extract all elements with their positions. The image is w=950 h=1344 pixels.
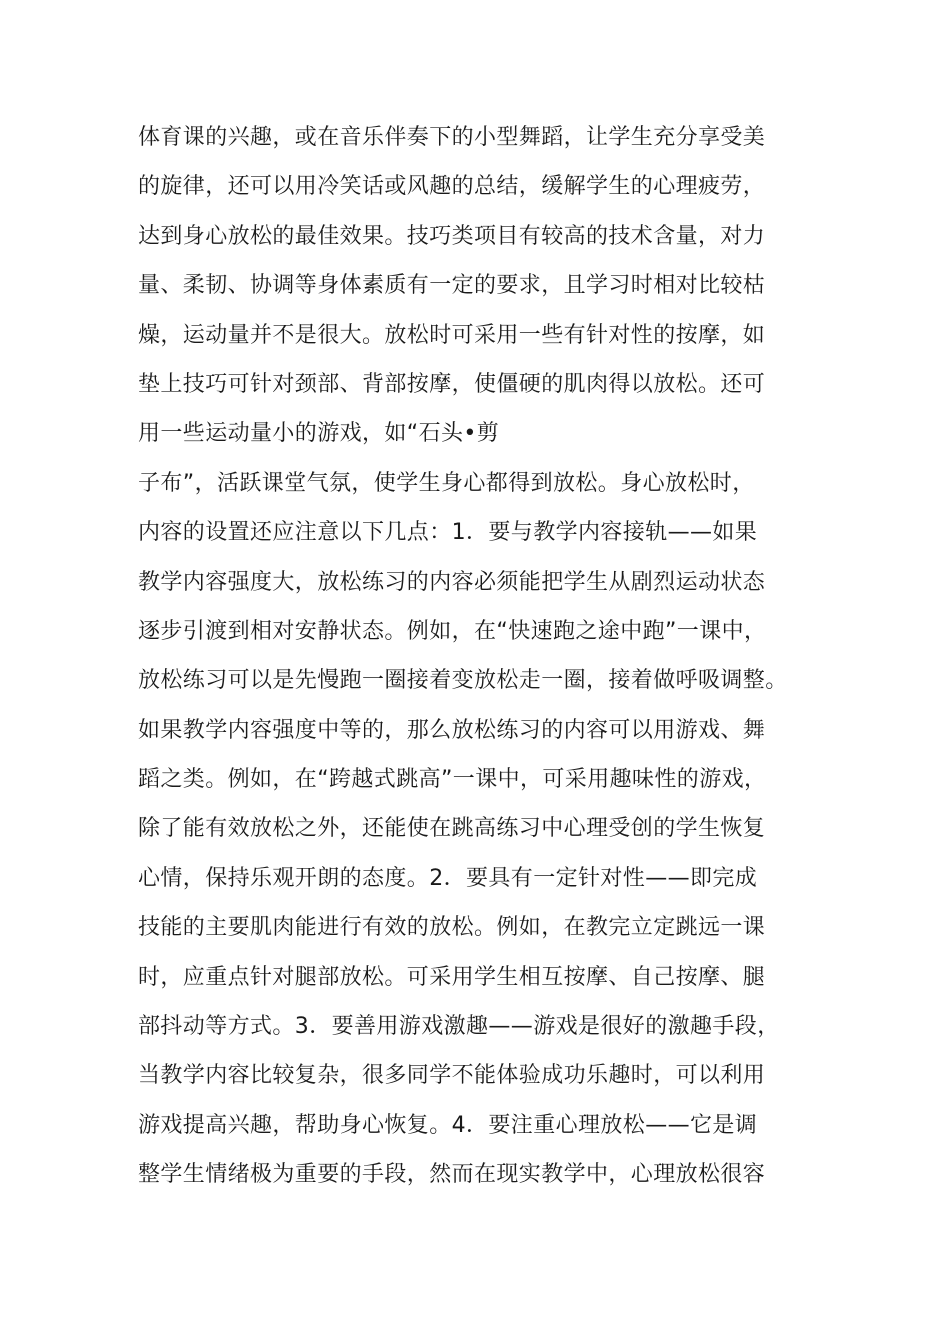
text-line: 教学内容强度大，放松练习的内容必须能把学生从剧烈运动状态 — [138, 569, 766, 595]
text-line: 除了能有效放松之外，还能使在跳高练习中心理受创的学生恢复 — [138, 816, 766, 842]
text-line: 时，应重点针对腿部放松。可采用学生相互按摩、自己按摩、腿 — [138, 964, 766, 990]
text-line: 当教学内容比较复杂，很多同学不能体验成功乐趣时，可以利用 — [138, 1063, 766, 1089]
text-line: 技能的主要肌肉能进行有效的放松。例如，在教完立定跳远一课 — [138, 915, 766, 941]
text-line: 量、柔韧、协调等身体素质有一定的要求，且学习时相对比较枯 — [138, 273, 766, 299]
text-line: 子布”，活跃课堂气氛，使学生身心都得到放松。身心放松时， — [138, 470, 755, 496]
text-line: 游戏提高兴趣，帮助身心恢复。4．要注重心理放松——它是调 — [138, 1112, 758, 1138]
text-line: 垫上技巧可针对颈部、背部按摩，使僵硬的肌肉得以放松。还可 — [138, 371, 766, 397]
text-line: 内容的设置还应注意以下几点：1．要与教学内容接轨——如果 — [138, 520, 758, 546]
text-line: 心情，保持乐观开朗的态度。2．要具有一定针对性——即完成 — [138, 865, 758, 891]
text-line: 用一些运动量小的游戏，如“石头•剪 — [138, 421, 500, 447]
text-line: 整学生情绪极为重要的手段，然而在现实教学中，心理放松很容 — [138, 1162, 766, 1188]
body-text — [138, 113, 818, 1200]
text-line: 的旋律，还可以用冷笑话或风趣的总结，缓解学生的心理疲劳， — [138, 174, 766, 200]
text-line: 放松练习可以是先慢跑一圈接着变放松走一圈，接着做呼吸调整。 — [138, 668, 788, 694]
text-line: 体育课的兴趣，或在音乐伴奏下的小型舞蹈，让学生充分享受美 — [138, 125, 766, 150]
text-line: 如果教学内容强度中等的，那么放松练习的内容可以用游戏、舞 — [138, 717, 766, 743]
text-line: 燥，运动量并不是很大。放松时可采用一些有针对性的按摩，如 — [138, 322, 766, 348]
text-line: 蹈之类。例如，在“跨越式跳高”一课中，可采用趣味性的游戏， — [138, 767, 767, 793]
text-line: 达到身心放松的最佳效果。技巧类项目有较高的技术含量，对力 — [138, 223, 766, 249]
text-line: 逐步引渡到相对安静状态。例如，在“快速跑之途中跑”一课中， — [138, 618, 767, 644]
text-line: 部抖动等方式。3．要善用游戏激趣——游戏是很好的激趣手段， — [138, 1014, 780, 1040]
